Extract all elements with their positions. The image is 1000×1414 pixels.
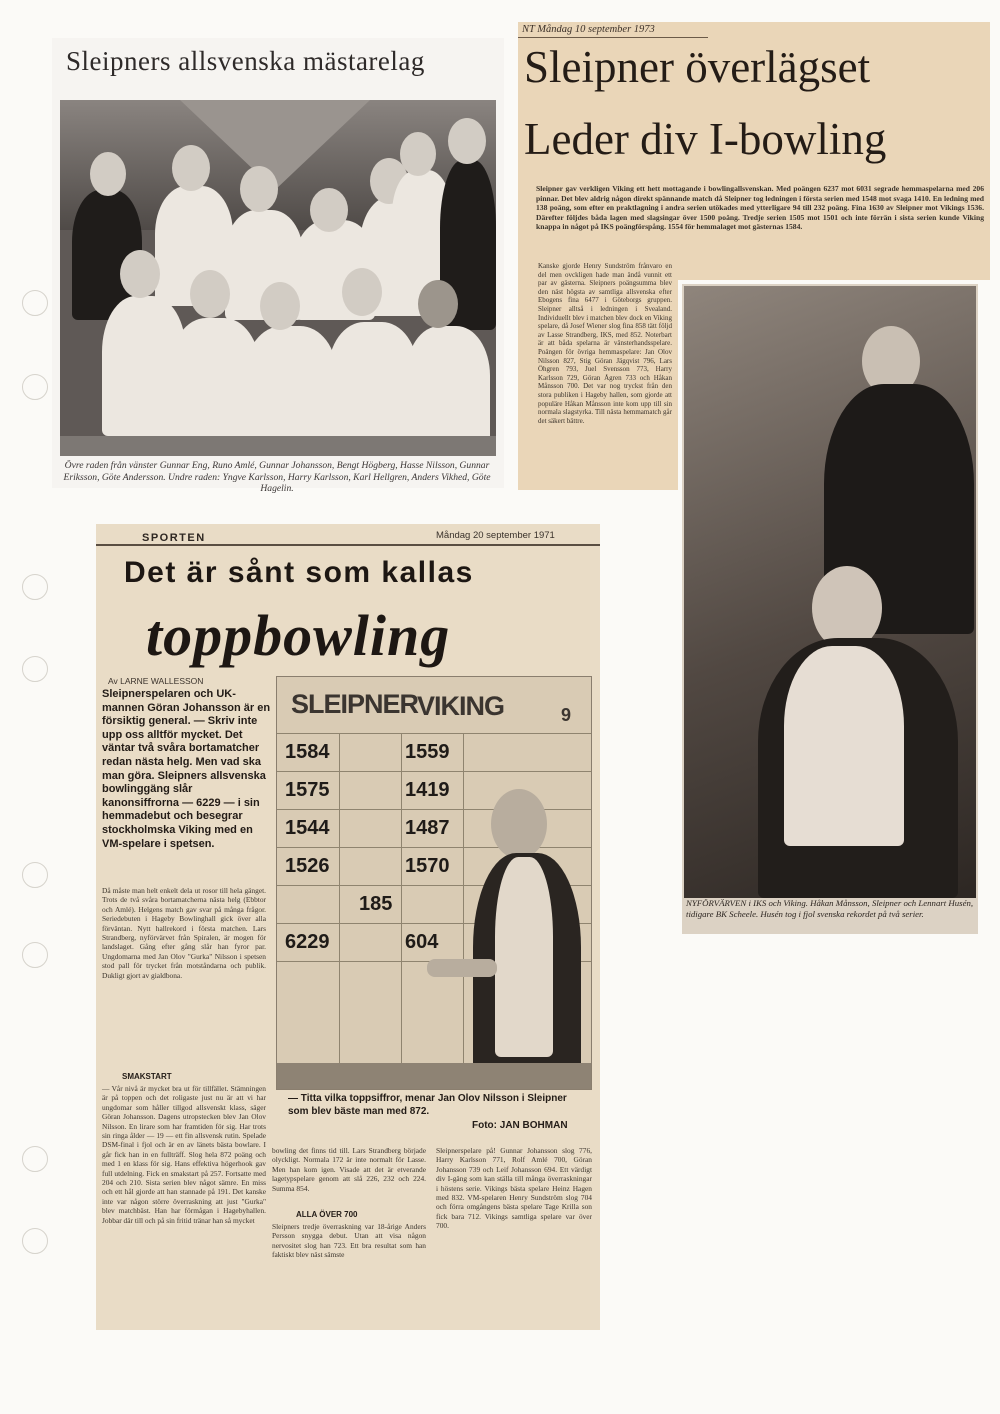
scoreboard-row3-a: 1544: [285, 817, 330, 839]
binder-hole: [22, 942, 48, 968]
nyforvarven-clipping: [682, 284, 978, 934]
scoreboard-row1-a: 1584: [285, 741, 330, 763]
binder-hole: [22, 574, 48, 600]
article-sleipner-overlagset-column: [518, 258, 678, 490]
clip1-headline: Sleipners allsvenska mästarelag: [66, 46, 425, 76]
clip2-lead: Sleipner gav verkligen Viking ett hett mottagande i bowlingallsvenskan. Med poängen 6237 mot 6031 segrade hemmaspelarna med 206 pinnar. Det blev aldrig någon direkt spännande match då Sleipner tog ledningen i första serien med 1548 mot svaga 1410. En ledning med 138 poäng, som efter en praktlagning i andra serien utökades med ytterligare 94 till 232 poäng. Fina 1630 av Sleipner mot Vikings 1536. Därefter följdes båda lagen med slagsingar över 1500 poäng. Tredje serien 1505 mot 1501 och inte förrän i sista serien kunde Viking knappa in något på IKS poängförspång. 1554 för hemmalaget mot gästernas 1584.: [536, 184, 984, 232]
scoreboard-total-b: 604: [405, 931, 439, 953]
clip4-headline-line2: toppbowling: [146, 603, 451, 668]
clip4-subhead1: SMAKSTART: [122, 1072, 172, 1081]
team-photo: [60, 100, 496, 456]
scoreboard-total-a: 6229: [285, 931, 330, 953]
clip4-section: SPORTEN: [142, 532, 206, 544]
scoreboard-row2-b: 1419: [405, 779, 450, 801]
clip4-dateline: Måndag 20 september 1971: [436, 530, 555, 541]
binder-hole: [22, 1146, 48, 1172]
clip2-headline-line2: Leder div I-bowling: [524, 114, 887, 164]
scoreboard-row1-b: 1559: [405, 741, 450, 763]
clip4-col3: Sleipnerspelare på! Gunnar Johansson slog 776, Harry Karlsson 771, Rolf Amlé 700, Göran Johansson 739 och Leif Johansson 694. Ett värdigt div I-gäng som kan ställa till många överraskningar i höstens serie. Vikings bästa spelare Heinz Hagen med 832. VM-spelaren Henry Sundström slog 704 och förra omgångens bästa spelare Tage Krilla son fick bara 712. Vikings samtliga spelare var över 700.: [436, 1146, 592, 1231]
scoreboard-team1: SLEIPNER: [291, 689, 419, 719]
article-toppbowling: [96, 524, 600, 1330]
clip4-headline-line1: Det är sånt som kallas: [124, 556, 474, 589]
nyforvarven-photo: [684, 286, 976, 898]
clip4-byline: Av LARNE WALLESSON: [108, 676, 204, 686]
team-photo-clipping: [52, 38, 504, 494]
scoreboard-row4-b: 1570: [405, 855, 450, 877]
binder-hole: [22, 1228, 48, 1254]
clip4-col1: Då måste man helt enkelt dela ut rosor till hela gänget. Trots de två svåra bortamatcherna nästa helg (Ebbtor och Amlé). Helgens match gav svar på många frågor. Seriedebuten i Hageby Bowlinghall gick över alla förväntan. Nytt hallrekord i första matchen. Lars Strandberg, nyförvärvet från Spiralen, är mogen för landslaget. Gång efter gång slår han fyror par. Ungdomarna med Jan Olov "Gurka" Nilsson i spetsen stod pall för trycket från motståndarna och publik. Dukligt gjort av gialdbona.: [102, 886, 266, 980]
scoreboard-diff: 185: [359, 893, 393, 915]
clip3-caption: NYFÖRVÄRVEN i IKS och Viking. Håkan Månsson, Sleipner och Lennart Husén, tidigare BK Scheele. Husén tog i fjol svenska rekordet på två serier.: [686, 898, 974, 919]
clip4-photo-caption: — Titta vilka toppsiffror, menar Jan Olov Nilsson i Sleipner som blev bäste man med 872.: [288, 1093, 567, 1117]
clip2-dateline: NT Måndag 10 september 1973: [522, 24, 655, 35]
clip4-photo-credit: Foto: JAN BOHMAN: [472, 1120, 568, 1131]
clip4-subhead2: ALLA ÖVER 700: [296, 1210, 358, 1219]
clip4-col2: bowling det finns tid till. Lars Strandberg började olyckligt. Normala 172 är inte normalt för Lasse. Men han kom igen. Visade att det är etverande lagetypspelare genom att slå 226, 232 och 224. Summa 854.: [272, 1146, 426, 1193]
scoreboard-photo: [276, 676, 592, 1090]
clip4-intro: Sleipnerspelaren och UK-mannen Göran Johansson är en försiktig general. — Skriv inte upp oss alltför mycket. Det väntar två svåra bortamatcher redan nästa helg. Men vad ska man göra. Sleipners allsvenska bowlinggäng slår kanonsiffrorna — 6229 — i sin hemmadebut och besegrar stockholmska Viking med en VM-spelare i spetsen.: [102, 688, 271, 850]
scoreboard-row3-b: 1487: [405, 817, 450, 839]
scoreboard-team2: VIKING: [417, 691, 505, 721]
binder-hole: [22, 374, 48, 400]
article-sleipner-overlagset: [518, 22, 990, 280]
binder-hole: [22, 862, 48, 888]
clip4-col2b: Sleipners tredje överraskning var 18-årige Anders Persson snygga debut. Utan att visa någon nervositet slog han 723. Ett bra resultat som han faktiskt blev näst sämste: [272, 1222, 426, 1260]
binder-hole: [22, 656, 48, 682]
clip2-body: Kanske gjorde Henry Sundström frånvaro en del men ovckligen hade man ändå vunnit ett par av gästerna. Sleipners poängsumma blev den näst högsta av samtliga allsvenska efter Ebogens fina 6477 i Göteborgs gruppen. Sleipner alltså i ledningen i Svealand. Individuellt blev i matchen blev dock en Viking spelare, då Josef Wiener slog fina 858 tätt följd av Lasse Strandberg, IKS, med 852. Noterbart är att båda spelarna är vänsterhandsspelare. Poängen för övriga hemmaspelare: Jan Olov Nilsson 827, Stig Göran Jägqvist 796, Lars Öhgren 793, Juel Svensson 773, Harry Karlsson 729, Göran Ågren 733 och Håkan Månsson 700. Det var nog tryckst från den stora publiken i Hageby hallen, som gjorde att populäre Håkan Månsson inte kom upp till sin normala slagstyrka. Till nästa hemmamatch går det säkert bättre.: [538, 262, 672, 425]
clip4-col1b: — Vår nivå är mycket bra ut för tillfället. Stämningen är på toppen och det roligaste just nu är att vi har ungdomar som håller tillgod allsvenskt klass, säger Göran Johansson. Dagens utropstecken blev Jan Olov Nilsson. En lirare som har framtiden för sig. Har trots sin ringa ålder — 19 — ett fin allsvensk rutin. Spelade DSM-final i fjol och är en av länets bästa bowlare. I går fick han in en fullträff. Slog hela 872 poäng och med 1 en klass för sig. Hans effektiva högerhook gav full utdelning. Fick en smakstart på 257. Fortsatte med 204 och 210. Sista serien blev något sämre. En miss och ett hål gjorde att han stannade på 191. Det kanske inte var någon större överraskning att just "Gurka" blev matchbäst. Han har förmågan i Hagebyhallen. Jobbar där till och på sin fritid tränar han så mycket: [102, 1084, 266, 1225]
scoreboard-row4-a: 1526: [285, 855, 330, 877]
clip1-caption: Övre raden från vänster Gunnar Eng, Runo Amlé, Gunnar Johansson, Bengt Högberg, Hasse Nilsson, Gunnar Eriksson, Göte Andersson. Undre raden: Yngve Karlsson, Harry Karlsson, Karl Hellgren, Anders Vikhed, Göte Hagelin.: [63, 460, 491, 494]
clip2-headline-line1: Sleipner överlägset: [524, 42, 871, 92]
scoreboard-corner: 9: [561, 705, 571, 725]
scoreboard-row2-a: 1575: [285, 779, 330, 801]
binder-hole: [22, 290, 48, 316]
